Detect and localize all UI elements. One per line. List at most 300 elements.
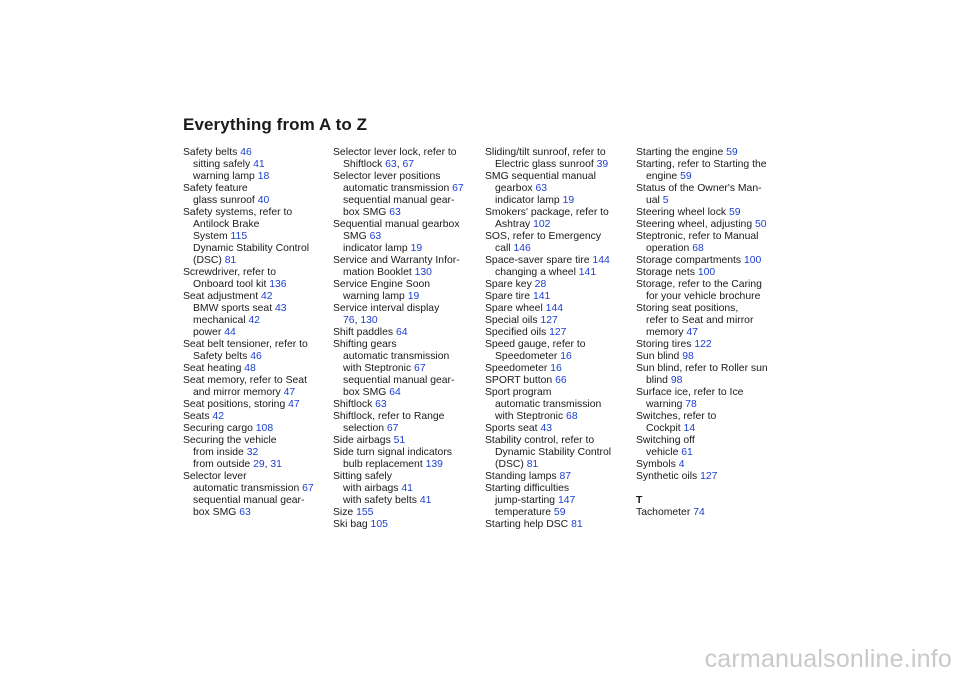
index-entry <box>333 411 478 423</box>
index-entry <box>636 279 781 291</box>
page-link[interactable]: 122 <box>694 339 712 350</box>
entry-text: warning <box>646 399 686 410</box>
index-entry <box>485 279 630 291</box>
entry-text: from inside <box>193 447 247 458</box>
index-subentry <box>183 219 328 231</box>
entry-text: Securing the vehicle <box>183 435 277 446</box>
index-subentry <box>485 507 630 519</box>
entry-text: Storage nets <box>636 267 698 278</box>
entry-text: Seats <box>183 411 213 422</box>
index-subentry <box>485 195 630 207</box>
entry-text: sitting safely <box>193 159 254 170</box>
entry-text: Safety belts <box>183 147 241 158</box>
page-link[interactable]: 44 <box>224 327 236 338</box>
entry-text: Spare wheel <box>485 303 546 314</box>
index-subentry <box>485 399 630 411</box>
entry-text: box SMG <box>193 507 240 518</box>
entry-text: Storing seat positions, <box>636 303 739 314</box>
entry-text: engine <box>646 171 681 182</box>
entry-text: Antilock Brake <box>193 219 260 230</box>
index-entry <box>636 207 781 219</box>
page-link[interactable]: 141 <box>532 291 551 302</box>
index-subentry <box>636 243 781 255</box>
entry-text: ual <box>646 195 663 206</box>
page-link[interactable]: 67 <box>402 159 415 170</box>
index-entry <box>333 339 478 351</box>
entry-text: Steptronic, refer to Manual <box>636 231 759 242</box>
page-link[interactable]: 64 <box>395 327 408 338</box>
entry-text: Storage, refer to the Caring <box>636 279 762 290</box>
index-entry <box>485 303 630 315</box>
page-link[interactable]: 28 <box>534 279 547 290</box>
page-link[interactable]: 41 <box>401 483 413 494</box>
index-subentry <box>636 447 781 459</box>
entry-text: SMG sequential manual <box>485 171 596 182</box>
page-link[interactable]: 42 <box>248 315 261 326</box>
index-entry <box>636 303 781 315</box>
entry-text: and mirror memory <box>193 387 284 398</box>
index-subentry <box>183 279 328 291</box>
page-separator: , <box>264 459 271 470</box>
index-entry <box>183 375 328 387</box>
entry-text: Dynamic Stability Control <box>193 243 310 254</box>
index-entry <box>333 219 478 231</box>
index-subentry <box>485 243 630 255</box>
page-link[interactable]: 155 <box>356 507 374 518</box>
entry-text: Onboard tool kit <box>193 279 270 290</box>
index-subentry <box>183 195 328 207</box>
entry-text: automatic transmission <box>343 351 450 362</box>
entry-text: mechanical <box>193 315 249 326</box>
page-link[interactable]: 67 <box>386 423 399 434</box>
page-link[interactable]: 47 <box>283 387 296 398</box>
entry-text: Seat positions, storing <box>183 399 289 410</box>
entry-text: Symbols <box>636 459 679 470</box>
page-separator: , <box>354 315 361 326</box>
entry-text: Smokers' package, refer to <box>485 207 609 218</box>
index-entry <box>636 183 781 195</box>
entry-text: Starting help DSC <box>485 519 572 530</box>
index-entry <box>333 303 478 315</box>
entry-text: glass sunroof <box>193 195 258 206</box>
entry-text: Switching off <box>636 435 695 446</box>
index-entry <box>485 207 630 219</box>
index-entry <box>333 471 478 483</box>
entry-text: Seat memory, refer to Seat <box>183 375 307 386</box>
index-entry <box>183 399 328 411</box>
index-subentry <box>485 495 630 507</box>
index-subentry <box>333 423 478 435</box>
entry-text: Securing cargo <box>183 423 256 434</box>
index-subentry <box>333 267 478 279</box>
entry-text: Shiftlock <box>343 159 386 170</box>
page-link[interactable]: 127 <box>700 471 718 482</box>
entry-text: warning lamp <box>193 171 258 182</box>
entry-text: jump-starting <box>495 495 558 506</box>
page-link[interactable]: 5 <box>662 195 669 206</box>
entry-text: (DSC) <box>495 459 527 470</box>
index-entry <box>636 459 781 471</box>
page-link[interactable]: 39 <box>596 159 609 170</box>
page-link[interactable]: 68 <box>692 243 704 254</box>
entry-text: Status of the Owner's Man- <box>636 183 762 194</box>
page-link[interactable]: 14 <box>683 423 696 434</box>
entry-text: Safety feature <box>183 183 248 194</box>
page-link[interactable]: 19 <box>562 195 575 206</box>
index-subentry <box>636 423 781 435</box>
entry-text: operation <box>646 243 693 254</box>
index-entry <box>485 315 630 327</box>
index-entry <box>485 231 630 243</box>
index-column-3 <box>485 147 630 531</box>
page-link[interactable]: 63 <box>535 183 547 194</box>
entry-text: selection <box>343 423 387 434</box>
entry-text: Shiftlock <box>333 399 376 410</box>
entry-text: Steering wheel, adjusting <box>636 219 755 230</box>
index-column-4 <box>636 147 781 519</box>
entry-text: changing a wheel <box>495 267 579 278</box>
page-link[interactable]: 63 <box>375 399 387 410</box>
page-link[interactable]: 127 <box>549 327 567 338</box>
page-link[interactable]: 63 <box>369 231 382 242</box>
entry-text: Ski bag <box>333 519 371 530</box>
entry-text: Selector lever lock, refer to <box>333 147 457 158</box>
entry-text: Shifting gears <box>333 339 397 350</box>
entry-text: Speedometer <box>495 351 561 362</box>
page-link[interactable]: 47 <box>686 327 698 338</box>
index-entry <box>333 255 478 267</box>
index-entry <box>333 147 478 159</box>
entry-text: Standing lamps <box>485 471 560 482</box>
page-link[interactable]: 76 <box>343 315 355 326</box>
index-subentry <box>333 315 478 327</box>
entry-text: SMG <box>343 231 370 242</box>
page-link[interactable]: 136 <box>269 279 287 290</box>
page-link[interactable]: 19 <box>407 291 420 302</box>
index-entry <box>183 435 328 447</box>
entry-text: Sun blind, refer to Roller sun <box>636 363 768 374</box>
page-link[interactable]: 130 <box>360 315 378 326</box>
index-subentry <box>333 495 478 507</box>
index-entry <box>636 411 781 423</box>
entry-text: from outside <box>193 459 254 470</box>
index-subentry <box>333 291 478 303</box>
page-link[interactable]: 47 <box>288 399 300 410</box>
index-subentry <box>183 447 328 459</box>
index-subentry <box>636 375 781 387</box>
index-entry <box>636 339 781 351</box>
page-link[interactable]: 105 <box>370 519 388 530</box>
entry-text: Space-saver spare tire <box>485 255 593 266</box>
entry-text: Sport program <box>485 387 552 398</box>
entry-text: indicator lamp <box>343 243 411 254</box>
index-entry <box>636 435 781 447</box>
entry-text: indicator lamp <box>495 195 563 206</box>
index-entry <box>333 399 478 411</box>
entry-text: sequential manual gear- <box>343 195 455 206</box>
page-link[interactable]: 61 <box>681 447 693 458</box>
index-subentry <box>183 483 328 495</box>
page-link[interactable]: 63 <box>385 159 397 170</box>
page-link[interactable]: 98 <box>670 375 683 386</box>
index-entry <box>183 471 328 483</box>
entry-text: Side airbags <box>333 435 394 446</box>
index-entry <box>636 147 781 159</box>
page-link[interactable]: 59 <box>680 171 692 182</box>
section-spacer <box>636 483 781 495</box>
index-entry <box>485 519 630 531</box>
entry-text: Starting, refer to Starting the <box>636 159 767 170</box>
index-subentry <box>183 171 328 183</box>
entry-text: BMW sports seat <box>193 303 275 314</box>
page-link[interactable]: 16 <box>550 363 562 374</box>
entry-text: Speed gauge, refer to <box>485 339 586 350</box>
page-link[interactable]: 59 <box>729 207 741 218</box>
index-entry <box>485 387 630 399</box>
page-link[interactable]: 63 <box>239 507 251 518</box>
entry-text: Service and Warranty Infor- <box>333 255 460 266</box>
entry-text: Storing tires <box>636 339 695 350</box>
index-subentry <box>183 507 328 519</box>
page-link[interactable]: 102 <box>533 219 551 230</box>
page-link[interactable]: 43 <box>540 423 553 434</box>
entry-text: sequential manual gear- <box>343 375 455 386</box>
page-link[interactable]: 98 <box>682 351 694 362</box>
entry-text: (DSC) <box>193 255 225 266</box>
entry-text: Spare key <box>485 279 535 290</box>
entry-text: Special oils <box>485 315 541 326</box>
entry-text: Steering wheel lock <box>636 207 729 218</box>
page-link[interactable]: 66 <box>555 375 567 386</box>
page-link[interactable]: 100 <box>744 255 762 266</box>
page-link[interactable]: 32 <box>246 447 259 458</box>
index-entry <box>183 291 328 303</box>
index-subentry <box>485 459 630 471</box>
index-entry <box>333 171 478 183</box>
entry-text: gearbox <box>495 183 536 194</box>
page-link[interactable]: 19 <box>410 243 423 254</box>
index-entry <box>636 219 781 231</box>
entry-text: Sliding/tilt sunroof, refer to <box>485 147 606 158</box>
page-link[interactable]: 81 <box>571 519 583 530</box>
page-link[interactable]: 42 <box>260 291 273 302</box>
entry-text: Sports seat <box>485 423 541 434</box>
index-entry <box>183 339 328 351</box>
page-link[interactable]: 43 <box>275 303 287 314</box>
index-subentry <box>333 231 478 243</box>
entry-text: Electric glass sunroof <box>495 159 597 170</box>
index-subentry <box>485 219 630 231</box>
entry-text: System <box>193 231 231 242</box>
index-subentry <box>183 495 328 507</box>
page-link[interactable]: 81 <box>224 255 237 266</box>
index-subentry <box>183 159 328 171</box>
watermark: carmanualsonline.info <box>704 645 952 673</box>
page-link[interactable]: 144 <box>592 255 610 266</box>
index-subentry <box>183 327 328 339</box>
entry-text: Shiftlock, refer to Range <box>333 411 445 422</box>
page-link[interactable]: 81 <box>526 459 539 470</box>
index-subentry <box>485 183 630 195</box>
index-column-2 <box>333 147 478 531</box>
index-entry <box>485 483 630 495</box>
index-subentry <box>485 447 630 459</box>
page-separator: , <box>396 159 403 170</box>
entry-text: Switches, refer to <box>636 411 717 422</box>
page-link[interactable]: 127 <box>540 315 558 326</box>
index-entry <box>636 255 781 267</box>
entry-text: Safety belts <box>193 351 251 362</box>
page-link[interactable]: 48 <box>244 363 256 374</box>
entry-text: sequential manual gear- <box>193 495 305 506</box>
index-entry <box>636 267 781 279</box>
index-entry <box>636 159 781 171</box>
page-link[interactable]: 63 <box>389 207 401 218</box>
index-subentry <box>485 267 630 279</box>
index-entry <box>636 363 781 375</box>
page-link[interactable]: 64 <box>389 387 401 398</box>
index-entry <box>485 147 630 159</box>
entry-text: Selector lever positions <box>333 171 441 182</box>
page-link[interactable]: 87 <box>559 471 572 482</box>
index-entry <box>183 183 328 195</box>
entry-text: with safety belts <box>343 495 420 506</box>
index-entry <box>636 231 781 243</box>
entry-text: Service Engine Soon <box>333 279 431 290</box>
index-entry <box>183 363 328 375</box>
entry-text: Starting the engine <box>636 147 727 158</box>
index-subentry <box>636 291 781 303</box>
entry-text: call <box>495 243 514 254</box>
entry-text: Specified oils <box>485 327 550 338</box>
entry-text: automatic transmission <box>495 399 602 410</box>
page-link[interactable]: 46 <box>250 351 262 362</box>
index-subentry <box>333 459 478 471</box>
index-entry <box>183 411 328 423</box>
page-link[interactable]: 146 <box>513 243 531 254</box>
page-link[interactable]: 67 <box>452 183 464 194</box>
index-entry <box>485 327 630 339</box>
page-link[interactable]: 40 <box>257 195 270 206</box>
entry-text: automatic transmission <box>343 183 453 194</box>
entry-text: Screwdriver, refer to <box>183 267 276 278</box>
index-entry <box>485 339 630 351</box>
index-entry <box>636 387 781 399</box>
page-link[interactable]: 74 <box>693 507 705 518</box>
entry-text: Stability control, refer to <box>485 435 595 446</box>
index-subentry <box>183 243 328 255</box>
entry-text: bulb replacement <box>343 459 426 470</box>
index-subentry <box>333 243 478 255</box>
page-link[interactable]: 51 <box>393 435 406 446</box>
page-link[interactable]: 147 <box>557 495 576 506</box>
entry-text: Seat adjustment <box>183 291 261 302</box>
entry-text: T <box>636 495 643 506</box>
entry-text: Shift paddles <box>333 327 396 338</box>
index-entry <box>485 423 630 435</box>
page-link[interactable]: 139 <box>425 459 443 470</box>
page-link[interactable]: 41 <box>253 159 265 170</box>
entry-text: for your vehicle brochure <box>646 291 761 302</box>
entry-text: Speedometer <box>485 363 551 374</box>
index-entry <box>636 471 781 483</box>
page-link[interactable]: 41 <box>419 495 432 506</box>
entry-text: Sun blind <box>636 351 683 362</box>
entry-text: refer to Seat and mirror <box>646 315 754 326</box>
page-link[interactable]: 59 <box>553 507 566 518</box>
index-entry <box>333 519 478 531</box>
index-entry <box>333 279 478 291</box>
index-entry <box>636 351 781 363</box>
page-link[interactable]: 42 <box>212 411 225 422</box>
index-entry <box>636 507 781 519</box>
page-link[interactable]: 29 <box>253 459 265 470</box>
page-link[interactable]: 4 <box>678 459 685 470</box>
entry-text: vehicle <box>646 447 682 458</box>
entry-text: Selector lever <box>183 471 247 482</box>
page-link[interactable]: 16 <box>560 351 572 362</box>
index-subentry <box>485 411 630 423</box>
index-subentry <box>485 351 630 363</box>
index-subentry <box>333 483 478 495</box>
page-link[interactable]: 31 <box>270 459 282 470</box>
index-subentry <box>183 387 328 399</box>
page-link[interactable]: 46 <box>240 147 252 158</box>
index-entry <box>485 435 630 447</box>
entry-text: blind <box>646 375 671 386</box>
index-subentry <box>183 351 328 363</box>
index-entry <box>183 423 328 435</box>
page-link[interactable]: 18 <box>257 171 270 182</box>
page-link[interactable]: 68 <box>566 411 578 422</box>
entry-text: Seat belt tensioner, refer to <box>183 339 308 350</box>
page-link[interactable]: 78 <box>685 399 697 410</box>
entry-text: with Steptronic <box>495 411 567 422</box>
page-link[interactable]: 115 <box>230 231 248 242</box>
entry-text: box SMG <box>343 207 390 218</box>
entry-text: temperature <box>495 507 554 518</box>
entry-text: Sitting safely <box>333 471 392 482</box>
page-link[interactable]: 67 <box>414 363 426 374</box>
entry-text: with airbags <box>343 483 402 494</box>
page-link[interactable]: 130 <box>414 267 432 278</box>
entry-text: memory <box>646 327 687 338</box>
index-subentry <box>333 351 478 363</box>
index-subentry <box>636 195 781 207</box>
page-link[interactable]: 144 <box>545 303 563 314</box>
page-link[interactable]: 100 <box>697 267 716 278</box>
index-entry <box>485 471 630 483</box>
entry-text: Surface ice, refer to Ice <box>636 387 744 398</box>
page-link[interactable]: 108 <box>255 423 274 434</box>
index-column-1 <box>183 147 328 519</box>
page-link[interactable]: 50 <box>755 219 767 230</box>
page-link[interactable]: 141 <box>578 267 597 278</box>
index-subentry <box>636 399 781 411</box>
entry-text: Starting difficulties <box>485 483 570 494</box>
index-subentry <box>183 255 328 267</box>
index-subentry <box>183 315 328 327</box>
index-subentry <box>636 171 781 183</box>
index-entry <box>333 435 478 447</box>
entry-text: Spare tire <box>485 291 533 302</box>
page-link[interactable]: 59 <box>726 147 738 158</box>
index-entry <box>333 327 478 339</box>
page-link[interactable]: 67 <box>302 483 314 494</box>
index-entry <box>183 267 328 279</box>
entry-text: Dynamic Stability Control <box>495 447 612 458</box>
index-subentry <box>636 327 781 339</box>
